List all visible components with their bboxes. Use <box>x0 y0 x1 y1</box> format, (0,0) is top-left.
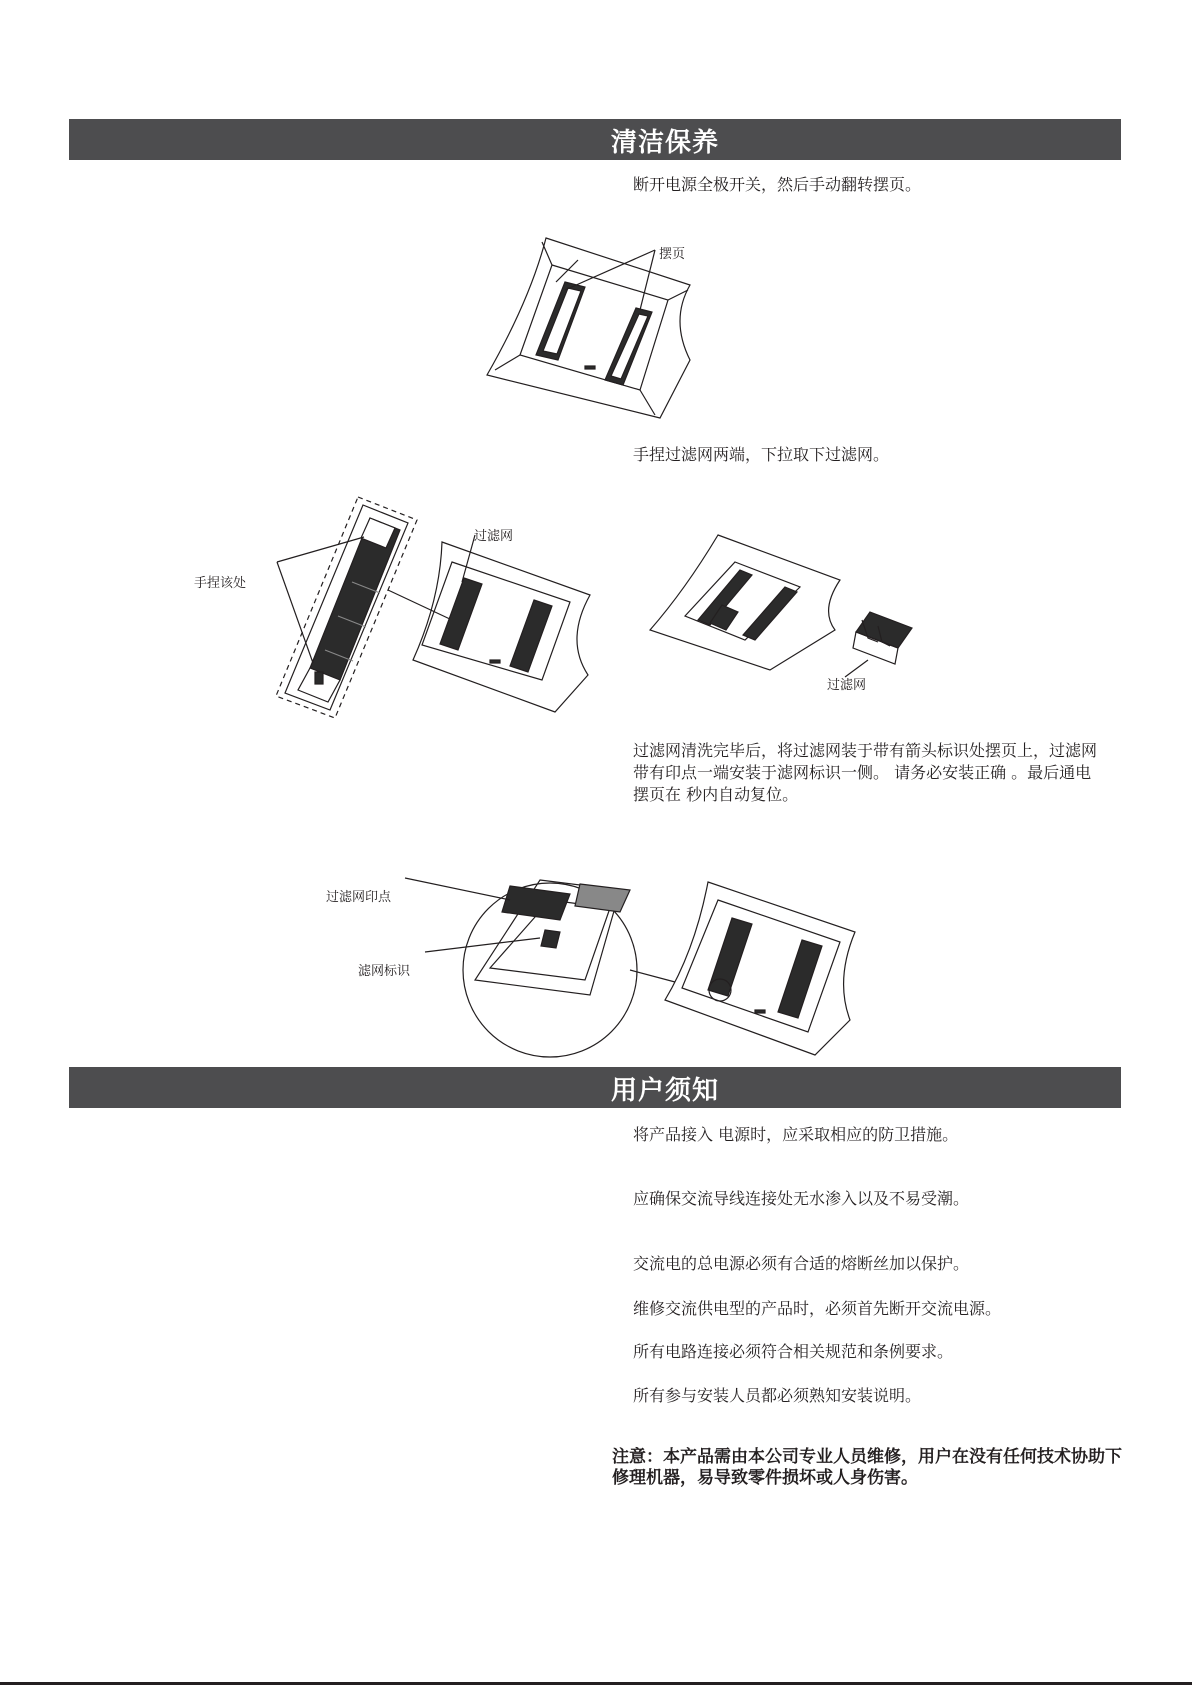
notice-item: 所有电路连接必须符合相关规范和条例要求。 <box>633 1342 954 1361</box>
filter-mark-label: 滤网标识 <box>358 964 411 979</box>
notice-item: 应确保交流导线连接处无水渗入以及不易受潮。 <box>633 1189 970 1208</box>
filter-label-2: 过滤网 <box>827 678 867 693</box>
swing-flap-label: 摆页 <box>659 247 686 262</box>
notice-item: 交流电的总电源必须有合适的熔断丝加以保护。 <box>633 1254 970 1273</box>
figure-filter-removed <box>650 530 960 680</box>
step1-text: 断开电源全极开关，然后手动翻转摆页。 <box>633 175 922 194</box>
figure-remove-filter <box>190 490 600 720</box>
step2-text: 手捏过滤网两端，下拉取下过滤网。 <box>633 445 890 464</box>
warning-note: 注意：本产品需由本公司专业人员维修，用户在没有任何技术协助下修理机器，易导致零件损坏或人身伤害。 <box>612 1447 1122 1488</box>
section-header-notice <box>69 1067 1121 1108</box>
step3-text: 过滤网清洗完毕后，将过滤网装于带有箭头标识处摆页上，过滤网带有印点一端安装于滤网标识一侧。 请务必安装正确 。最后通电摆页在 秒内自动复位。 <box>633 741 1098 804</box>
section-title-cleaning: 清洁保养 <box>611 128 720 158</box>
notice-item: 所有参与安装人员都必须熟知安装说明。 <box>633 1386 922 1405</box>
filter-label-1: 过滤网 <box>474 529 514 544</box>
figure-install-filter <box>410 870 880 1060</box>
notice-item: 将产品接入 电源时，应采取相应的防卫措施。 <box>633 1125 959 1144</box>
section-header-cleaning <box>69 119 1121 160</box>
filter-dot-label: 过滤网印点 <box>326 890 392 905</box>
section-title-notice: 用户须知 <box>611 1076 720 1106</box>
pinch-label: 手捏该处 <box>194 576 247 591</box>
notice-item: 维修交流供电型的产品时，必须首先断开交流电源。 <box>633 1299 1002 1318</box>
